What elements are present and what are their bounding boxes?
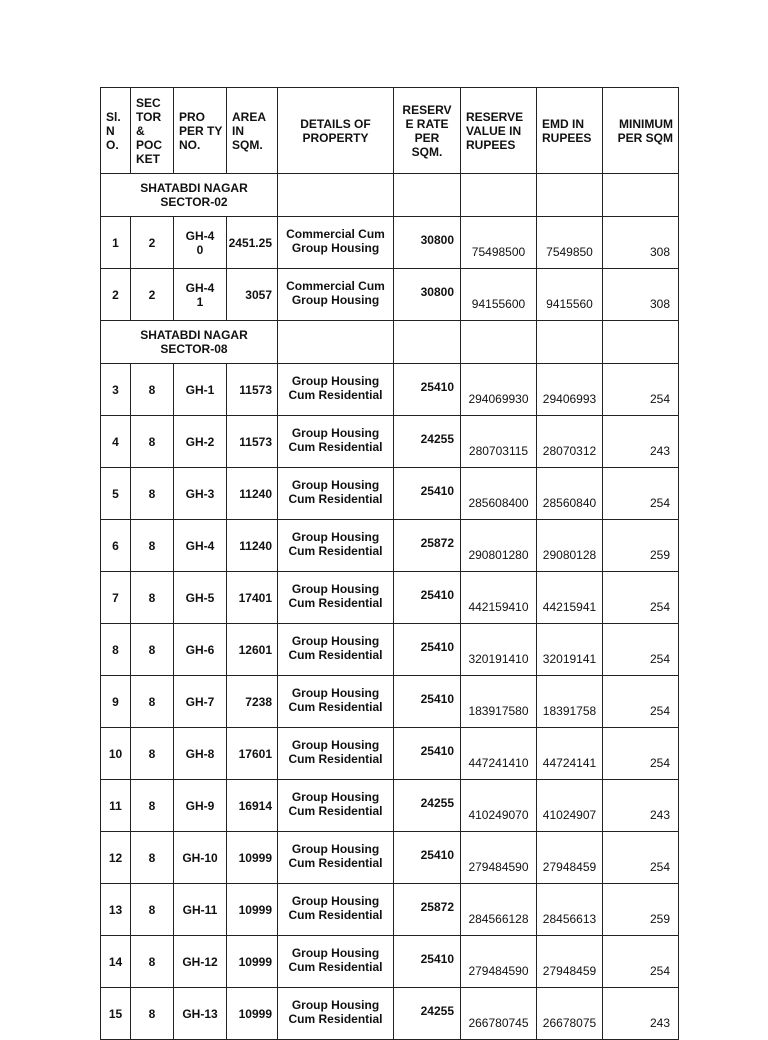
cell-reserve-value: 410249070: [461, 780, 537, 832]
empty-cell: [537, 321, 603, 364]
section-title-line2: SECTOR-02: [160, 195, 228, 209]
cell-sl-no: 7: [101, 572, 131, 624]
cell-area: 10999: [227, 988, 278, 1040]
cell-area: 17601: [227, 728, 278, 780]
cell-sector: 8: [131, 468, 174, 520]
empty-cell: [394, 321, 461, 364]
section-title-line2: SECTOR-08: [160, 342, 228, 356]
cell-reserve-rate: 24255: [394, 780, 461, 832]
details-line1: Commercial Cum: [286, 278, 385, 293]
details-line1: Group Housing: [291, 997, 380, 1012]
empty-cell: [603, 321, 679, 364]
cell-reserve-rate: 25410: [394, 624, 461, 676]
property-table: [100, 87, 679, 1040]
section-title-line1: SHATABDI NAGAR: [140, 181, 248, 195]
cell-sector: 8: [131, 728, 174, 780]
cell-minimum: 254: [603, 468, 679, 520]
details-line1: Group Housing: [291, 633, 380, 648]
cell-sl-no: 13: [101, 884, 131, 936]
cell-sl-no: 14: [101, 936, 131, 988]
header-details: DETAILS OF PROPERTY: [278, 88, 394, 174]
cell-minimum: 243: [603, 780, 679, 832]
empty-cell: [278, 174, 394, 217]
cell-area: 11573: [227, 364, 278, 416]
details-line1: Group Housing: [291, 841, 380, 856]
table-row: [101, 572, 679, 624]
details-line2: Cum Residential: [288, 491, 383, 506]
details-line2: Cum Residential: [288, 543, 383, 558]
table-row: [101, 780, 679, 832]
header-minimum: MINIMUM PER SQM: [603, 88, 679, 174]
section-title-line1: SHATABDI NAGAR: [140, 328, 248, 342]
empty-cell: [394, 174, 461, 217]
cell-emd: 27948459: [537, 936, 603, 988]
cell-sector: 8: [131, 832, 174, 884]
cell-minimum: 254: [603, 936, 679, 988]
cell-sl-no: 1: [101, 217, 131, 269]
details-line1: Commercial Cum: [286, 226, 385, 241]
cell-emd: 28560840: [537, 468, 603, 520]
table-row: [101, 416, 679, 468]
cell-sector: 8: [131, 988, 174, 1040]
cell-details: [278, 572, 394, 624]
cell-emd: 41024907: [537, 780, 603, 832]
details-line1: Group Housing: [291, 789, 380, 804]
header-reserve-value: RESERVE VALUE IN RUPEES: [461, 88, 537, 174]
cell-property-no: GH-3: [174, 468, 227, 520]
cell-minimum: 254: [603, 572, 679, 624]
details-line1: Group Housing: [291, 685, 380, 700]
table-row: [101, 468, 679, 520]
cell-property-no: GH-7: [174, 676, 227, 728]
cell-reserve-rate: 25410: [394, 364, 461, 416]
cell-reserve-value: 279484590: [461, 832, 537, 884]
cell-details: [278, 468, 394, 520]
header-sector-pocket: SEC TOR & POC KET: [131, 88, 174, 174]
cell-minimum: 243: [603, 416, 679, 468]
cell-property-no: GH-6: [174, 624, 227, 676]
cell-emd: 27948459: [537, 832, 603, 884]
cell-property-no: GH-4: [174, 520, 227, 572]
cell-reserve-rate: 25410: [394, 676, 461, 728]
cell-minimum: 243: [603, 988, 679, 1040]
cell-emd: 7549850: [537, 217, 603, 269]
header-sl-no: Sl. N O.: [101, 88, 131, 174]
cell-minimum: 308: [603, 269, 679, 321]
cell-minimum: 254: [603, 728, 679, 780]
cell-minimum: 254: [603, 364, 679, 416]
cell-sector: 8: [131, 884, 174, 936]
cell-area: 10999: [227, 832, 278, 884]
details-line2: Cum Residential: [288, 595, 383, 610]
header-row: [101, 88, 679, 174]
cell-sector: 8: [131, 364, 174, 416]
empty-cell: [278, 321, 394, 364]
details-line2: Cum Residential: [288, 699, 383, 714]
cell-sl-no: 8: [101, 624, 131, 676]
cell-details: [278, 624, 394, 676]
cell-details: [278, 832, 394, 884]
cell-sector: 8: [131, 416, 174, 468]
cell-details: [278, 728, 394, 780]
empty-cell: [461, 174, 537, 217]
table-row: [101, 624, 679, 676]
cell-property-no: GH-11: [174, 884, 227, 936]
cell-area: 2451.25: [227, 217, 278, 269]
cell-details: [278, 269, 394, 321]
cell-minimum: 254: [603, 676, 679, 728]
cell-reserve-value: 320191410: [461, 624, 537, 676]
cell-emd: 9415560: [537, 269, 603, 321]
cell-reserve-value: 183917580: [461, 676, 537, 728]
cell-sl-no: 9: [101, 676, 131, 728]
details-line1: Group Housing: [291, 529, 380, 544]
cell-reserve-rate: 25872: [394, 520, 461, 572]
cell-details: [278, 884, 394, 936]
cell-reserve-value: 75498500: [461, 217, 537, 269]
cell-property-no: GH-41: [174, 269, 227, 321]
cell-area: 11240: [227, 468, 278, 520]
cell-reserve-value: 294069930: [461, 364, 537, 416]
cell-sector: 8: [131, 676, 174, 728]
cell-reserve-rate: 24255: [394, 988, 461, 1040]
cell-sector: 8: [131, 624, 174, 676]
cell-reserve-rate: 24255: [394, 416, 461, 468]
cell-reserve-value: 447241410: [461, 728, 537, 780]
header-reserve-rate: RESERV E RATE PER SQM.: [394, 88, 461, 174]
cell-emd: 28070312: [537, 416, 603, 468]
section-title: [101, 321, 278, 364]
details-line1: Group Housing: [291, 893, 380, 908]
cell-reserve-value: 266780745: [461, 988, 537, 1040]
empty-cell: [603, 174, 679, 217]
cell-minimum: 308: [603, 217, 679, 269]
cell-details: [278, 364, 394, 416]
details-line1: Group Housing: [291, 477, 380, 492]
cell-minimum: 259: [603, 884, 679, 936]
table-row: [101, 269, 679, 321]
cell-sector: 2: [131, 269, 174, 321]
cell-area: 16914: [227, 780, 278, 832]
details-line2: Cum Residential: [288, 439, 383, 454]
cell-emd: 29080128: [537, 520, 603, 572]
cell-reserve-value: 94155600: [461, 269, 537, 321]
cell-minimum: 254: [603, 832, 679, 884]
details-line2: Group Housing: [291, 240, 380, 255]
details-line2: Cum Residential: [288, 647, 383, 662]
cell-emd: 18391758: [537, 676, 603, 728]
cell-area: 3057: [227, 269, 278, 321]
cell-sector: 2: [131, 217, 174, 269]
cell-emd: 44215941: [537, 572, 603, 624]
cell-emd: 44724141: [537, 728, 603, 780]
section-row: [101, 174, 679, 217]
table-row: [101, 936, 679, 988]
cell-property-no: GH-12: [174, 936, 227, 988]
cell-property-no: GH-1: [174, 364, 227, 416]
details-line2: Group Housing: [291, 292, 380, 307]
cell-sl-no: 12: [101, 832, 131, 884]
details-line1: Group Housing: [291, 425, 380, 440]
table-row: [101, 520, 679, 572]
cell-sector: 8: [131, 520, 174, 572]
header-area: AREA IN SQM.: [227, 88, 278, 174]
cell-property-no: GH-9: [174, 780, 227, 832]
cell-area: 12601: [227, 624, 278, 676]
cell-reserve-rate: 25410: [394, 936, 461, 988]
cell-sl-no: 6: [101, 520, 131, 572]
cell-property-no: GH-10: [174, 832, 227, 884]
cell-area: 10999: [227, 936, 278, 988]
cell-property-no: GH-2: [174, 416, 227, 468]
cell-area: 17401: [227, 572, 278, 624]
details-line1: Group Housing: [291, 373, 380, 388]
cell-emd: 28456613: [537, 884, 603, 936]
cell-property-no: GH-8: [174, 728, 227, 780]
cell-reserve-value: 280703115: [461, 416, 537, 468]
cell-sl-no: 11: [101, 780, 131, 832]
cell-sl-no: 4: [101, 416, 131, 468]
cell-details: [278, 936, 394, 988]
cell-details: [278, 416, 394, 468]
details-line2: Cum Residential: [288, 803, 383, 818]
cell-reserve-rate: 30800: [394, 269, 461, 321]
details-line1: Group Housing: [291, 945, 380, 960]
cell-sector: 8: [131, 572, 174, 624]
cell-sl-no: 15: [101, 988, 131, 1040]
cell-sector: 8: [131, 780, 174, 832]
cell-reserve-value: 279484590: [461, 936, 537, 988]
details-line2: Cum Residential: [288, 1011, 383, 1026]
cell-sector: 8: [131, 936, 174, 988]
cell-area: 11240: [227, 520, 278, 572]
cell-reserve-rate: 25410: [394, 728, 461, 780]
cell-reserve-rate: 25410: [394, 468, 461, 520]
cell-minimum: 259: [603, 520, 679, 572]
cell-property-no: GH-40: [174, 217, 227, 269]
cell-reserve-rate: 25410: [394, 832, 461, 884]
cell-details: [278, 676, 394, 728]
details-line1: Group Housing: [291, 737, 380, 752]
empty-cell: [461, 321, 537, 364]
cell-reserve-value: 442159410: [461, 572, 537, 624]
cell-area: 11573: [227, 416, 278, 468]
cell-reserve-rate: 25872: [394, 884, 461, 936]
details-line2: Cum Residential: [288, 387, 383, 402]
details-line2: Cum Residential: [288, 751, 383, 766]
cell-reserve-value: 285608400: [461, 468, 537, 520]
cell-details: [278, 988, 394, 1040]
details-line2: Cum Residential: [288, 959, 383, 974]
cell-reserve-value: 290801280: [461, 520, 537, 572]
cell-sl-no: 2: [101, 269, 131, 321]
table-row: [101, 884, 679, 936]
cell-details: [278, 780, 394, 832]
table-row: [101, 728, 679, 780]
cell-area: 10999: [227, 884, 278, 936]
table-row: [101, 988, 679, 1040]
section-row: [101, 321, 679, 364]
cell-details: [278, 520, 394, 572]
table-row: [101, 364, 679, 416]
table-row: [101, 676, 679, 728]
cell-emd: 26678075: [537, 988, 603, 1040]
details-line2: Cum Residential: [288, 855, 383, 870]
cell-property-no: GH-13: [174, 988, 227, 1040]
cell-reserve-rate: 30800: [394, 217, 461, 269]
cell-property-no: GH-5: [174, 572, 227, 624]
cell-emd: 29406993: [537, 364, 603, 416]
cell-sl-no: 5: [101, 468, 131, 520]
cell-minimum: 254: [603, 624, 679, 676]
table-row: [101, 217, 679, 269]
table-row: [101, 832, 679, 884]
header-emd: EMD IN RUPEES: [537, 88, 603, 174]
cell-reserve-rate: 25410: [394, 572, 461, 624]
details-line2: Cum Residential: [288, 907, 383, 922]
cell-reserve-value: 284566128: [461, 884, 537, 936]
cell-details: [278, 217, 394, 269]
cell-area: 7238: [227, 676, 278, 728]
cell-emd: 32019141: [537, 624, 603, 676]
empty-cell: [537, 174, 603, 217]
section-title: [101, 174, 278, 217]
details-line1: Group Housing: [291, 581, 380, 596]
cell-sl-no: 3: [101, 364, 131, 416]
header-property-no: PRO PER TY NO.: [174, 88, 227, 174]
cell-sl-no: 10: [101, 728, 131, 780]
